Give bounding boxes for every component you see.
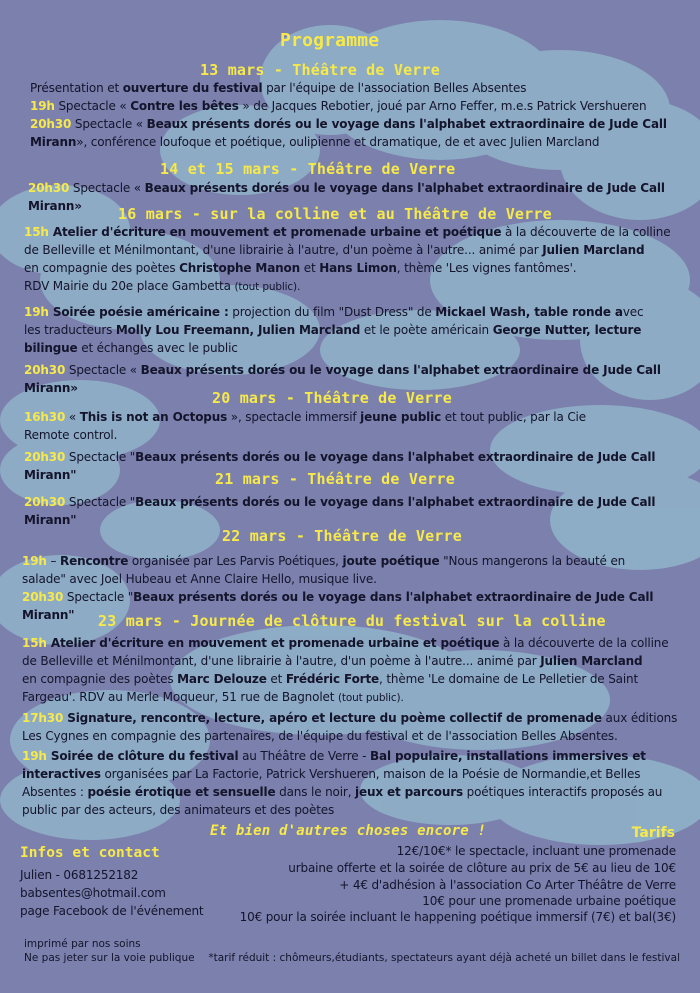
d20-line4: Mirann" — [24, 468, 77, 482]
d16-line9: Mirann» — [24, 381, 78, 395]
tarif-line1: 12€/10€* le spectacle, incluant une promenade — [396, 844, 676, 858]
footer-tarif-note: *tarif réduit : chômeurs,étudiants, spectateurs ayant déjà acheté un billet dans le festival — [208, 952, 680, 964]
date-heading-14-15: 14 et 15 mars - Théâtre de Verre — [160, 160, 456, 178]
d23-line10: public par des acteurs, des animateurs et des poètes — [22, 803, 335, 817]
d23-line9: Absentes : poésie érotique et sensuelle dans le noir, jeux et parcours poétiques interactifs proposés au — [22, 785, 663, 799]
d16-line4: RDV Mairie du 20e place Gambetta (tout public). — [24, 279, 301, 293]
d14-line1: 20h30 Spectacle « Beaux présents dorés ou le voyage dans l'alphabet extraordinaire de Jude Call — [28, 181, 665, 195]
d23-line2: de Belleville et Ménilmontant, d'une librairie à l'autre, d'un poème à l'autre... animé par Julien Marcland — [22, 654, 643, 668]
tarif-line3: + 4€ d'adhésion à l'association Co Arter Théâtre de Verre — [339, 878, 676, 892]
d20-line1: 16h30 « This is not an Octopus », spectacle immersif jeune public et tout public, par la Cie — [24, 410, 586, 424]
d13-line1: Présentation et ouverture du festival par l'équipe de l'association Belles Absentes — [30, 81, 527, 95]
footer-printed: imprimé par nos soins — [24, 938, 141, 950]
d16-line8: 20h30 Spectacle « Beaux présents dorés ou le voyage dans l'alphabet extraordinaire de Jude Call — [24, 363, 661, 377]
date-heading-23: 23 mars - Journée de clôture du festival sur la colline — [98, 612, 606, 630]
d16-line2: de Belleville et Ménilmontant, d'une librairie à l'autre, d'un poème à l'autre... animé par Julien Marcland — [24, 243, 645, 257]
d23-line6: Les Cygnes en compagnie des partenaires, de l'équipe du festival et de l'association Belles Absentes. — [22, 729, 618, 743]
date-heading-13: 13 mars - Théâtre de Verre — [200, 61, 440, 79]
date-heading-20: 20 mars - Théâtre de Verre — [212, 389, 452, 407]
d13-line4: Mirann», conférence loufoque et poétique, oulipienne et dramatique, de et avec Julien Marcland — [30, 135, 600, 149]
d23-line7: 19h Soirée de clôture du festival au Théâtre de Verre - Bal populaire, installations immersives et — [22, 749, 646, 763]
d22-line3: 20h30 Spectacle "Beaux présents dorés ou le voyage dans l'alphabet extraordinaire de Jude Call — [22, 590, 654, 604]
tarif-line2: urbaine offerte et la soirée de clôture au prix de 5€ au lieu de 10€ — [288, 861, 676, 875]
d22-line1: 19h – Rencontre organisée par Les Parvis Poétiques, joute poétique "Nous mangerons la beauté en — [22, 554, 626, 568]
date-heading-22: 22 mars - Théâtre de Verre — [222, 527, 462, 545]
d13-line3: 20h30 Spectacle « Beaux présents dorés ou le voyage dans l'alphabet extraordinaire de Jude Call — [30, 117, 667, 131]
contact-phone: Julien - 0681252182 — [20, 868, 139, 882]
d16-line6: les traducteurs Molly Lou Freemann, Julien Marcland et le poète américain George Nutter, lecture — [24, 323, 642, 337]
d13-line2: 19h Spectacle « Contre les bêtes » de Jacques Rebotier, joué par Arno Feffer, m.e.s Patrick Vershueren — [30, 99, 647, 113]
more-events-note: Et bien d'autres choses encore ! — [210, 823, 487, 839]
programme-title: Programme — [280, 30, 380, 51]
d16-line1: 15h Atelier d'écriture en mouvement et promenade urbaine et poétique à la découverte de la colline — [24, 225, 671, 239]
d14-line2: Mirann» — [28, 199, 82, 213]
d16-line7: bilingue et échanges avec le public — [24, 341, 238, 355]
d23-line1: 15h Atelier d'écriture en mouvement et promenade urbaine et poétique à la découverte de la colline — [22, 636, 669, 650]
tarifs-heading: Tarifs — [631, 825, 675, 841]
d16-line5: 19h Soirée poésie américaine : projection du film "Dust Dress" de Mickael Wash, table ronde avec — [24, 305, 644, 319]
d22-line4: Mirann" — [22, 608, 75, 622]
d23-line4: Fargeau'. RDV au Merle Moqueur, 51 rue de Bagnolet (tout public). — [22, 690, 404, 704]
infos-heading: Infos et contact — [20, 845, 160, 861]
contact-email: babsentes@hotmail.com — [20, 886, 166, 900]
footer-no-litter: Ne pas jeter sur la voie publique — [24, 952, 195, 964]
d20-line2: Remote control. — [24, 428, 118, 442]
contact-facebook: page Facebook de l'événement — [20, 904, 204, 918]
d21-line1: 20h30 Spectacle "Beaux présents dorés ou le voyage dans l'alphabet extraordinaire de Jude Call — [24, 495, 656, 509]
tarif-line5: 10€ pour la soirée incluant le happening poétique immersif (7€) et bal(3€) — [239, 910, 676, 924]
date-heading-21: 21 mars - Théâtre de Verre — [215, 470, 455, 488]
date-heading-16: 16 mars - sur la colline et au Théâtre de Verre — [118, 205, 552, 223]
d22-line2: salade" avec Joel Hubeau et Anne Claire Hello, musique live. — [22, 572, 377, 586]
d21-line2: Mirann" — [24, 513, 77, 527]
d20-line3: 20h30 Spectacle "Beaux présents dorés ou le voyage dans l'alphabet extraordinaire de Jude Call — [24, 450, 656, 464]
d23-line8: interactives organisées par La Factorie, Patrick Vershueren, maison de la Poésie de Normandie,et Belles — [22, 767, 641, 781]
d16-line3: en compagnie des poètes Christophe Manon et Hans Limon, thème 'Les vignes fantômes'. — [24, 261, 577, 275]
tarif-line4: 10€ pour une promenade urbaine poétique — [422, 894, 676, 908]
d23-line3: en compagnie des poètes Marc Delouze et Frédéric Forte, thème 'Le domaine de Le Pelletier de Saint — [22, 672, 639, 686]
d23-line5: 17h30 Signature, rencontre, lecture, apéro et lecture du poème collectif de promenade aux éditions — [22, 711, 678, 725]
